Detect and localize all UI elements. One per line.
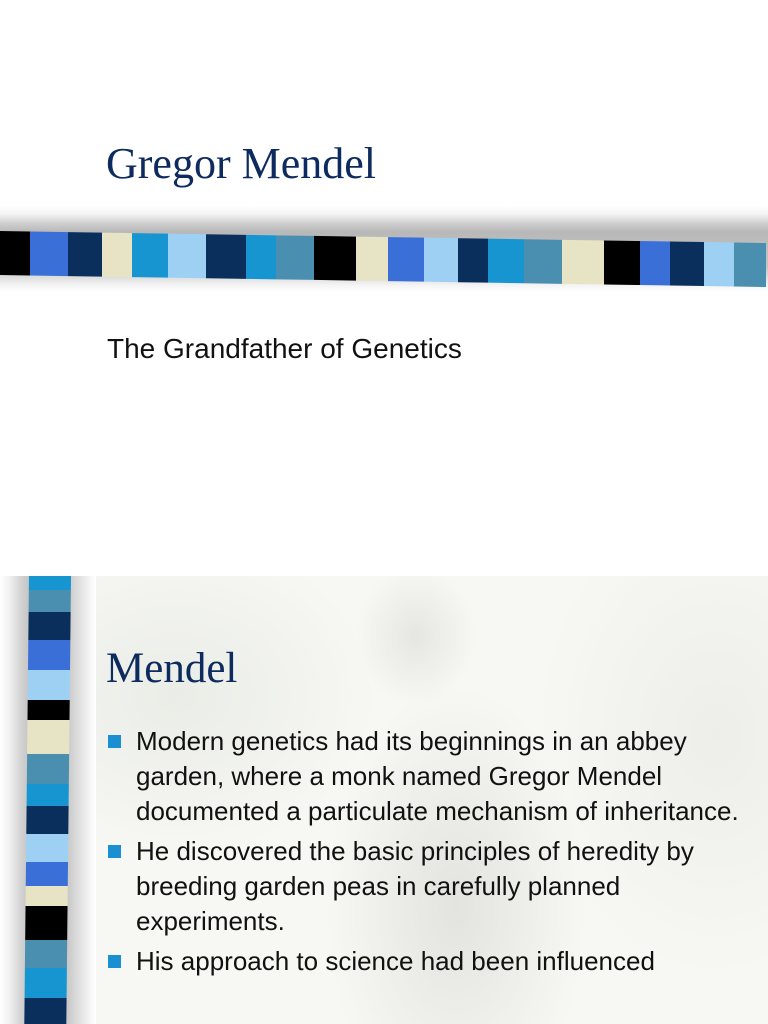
color-square bbox=[670, 242, 704, 287]
color-square bbox=[604, 240, 640, 285]
color-square bbox=[25, 940, 67, 968]
color-square bbox=[132, 233, 168, 278]
color-square bbox=[356, 237, 388, 282]
color-square bbox=[26, 862, 68, 886]
color-square bbox=[458, 238, 488, 282]
color-square bbox=[276, 235, 314, 280]
color-square bbox=[640, 241, 670, 285]
color-square bbox=[28, 670, 70, 700]
color-square bbox=[26, 834, 68, 862]
color-square bbox=[488, 239, 524, 284]
color-square bbox=[102, 233, 132, 277]
color-square bbox=[424, 238, 458, 283]
color-square bbox=[26, 806, 68, 834]
square-bullet-icon bbox=[108, 845, 121, 858]
color-square bbox=[30, 231, 68, 276]
bullet-item bbox=[106, 944, 756, 979]
slide-heading: Mendel bbox=[106, 645, 238, 692]
bullet-text: He discovered the basic principles of heredity by breeding garden peas in carefully planned experiments. bbox=[136, 836, 694, 936]
color-square bbox=[29, 576, 71, 590]
color-square bbox=[24, 998, 66, 1024]
color-square bbox=[27, 754, 69, 784]
color-square bbox=[524, 239, 562, 284]
color-square bbox=[27, 720, 69, 754]
vertical-color-strip bbox=[24, 576, 71, 1024]
color-square bbox=[168, 234, 206, 279]
color-square bbox=[27, 784, 69, 806]
color-square bbox=[25, 906, 67, 940]
color-square bbox=[246, 235, 276, 279]
bullet-text: Modern genetics had its beginnings in an abbey garden, where a monk named Gregor Mendel documented a particulate mechanism of inheritance. bbox=[136, 726, 739, 826]
square-bullet-icon bbox=[108, 955, 121, 968]
bullet-item bbox=[106, 724, 756, 829]
color-square bbox=[28, 640, 70, 670]
color-square bbox=[25, 968, 67, 998]
color-square bbox=[29, 590, 71, 612]
square-bullet-icon bbox=[108, 735, 121, 748]
color-square bbox=[562, 240, 604, 285]
color-square bbox=[28, 612, 70, 640]
color-square bbox=[206, 234, 246, 279]
bullet-text: His approach to science had been influenced bbox=[136, 946, 655, 976]
color-square bbox=[68, 232, 102, 277]
color-square bbox=[26, 886, 68, 906]
color-square bbox=[27, 700, 69, 720]
color-square bbox=[314, 236, 356, 281]
color-square bbox=[734, 243, 766, 288]
color-square bbox=[388, 237, 424, 282]
bullet-item bbox=[106, 834, 756, 939]
slide-subtitle: The Grandfather of Genetics bbox=[107, 333, 462, 364]
slide-title-heading: Gregor Mendel bbox=[106, 139, 377, 188]
bullet-list bbox=[106, 724, 756, 984]
slide-mendel bbox=[0, 576, 768, 1024]
color-square bbox=[0, 231, 30, 275]
color-square bbox=[704, 242, 734, 286]
